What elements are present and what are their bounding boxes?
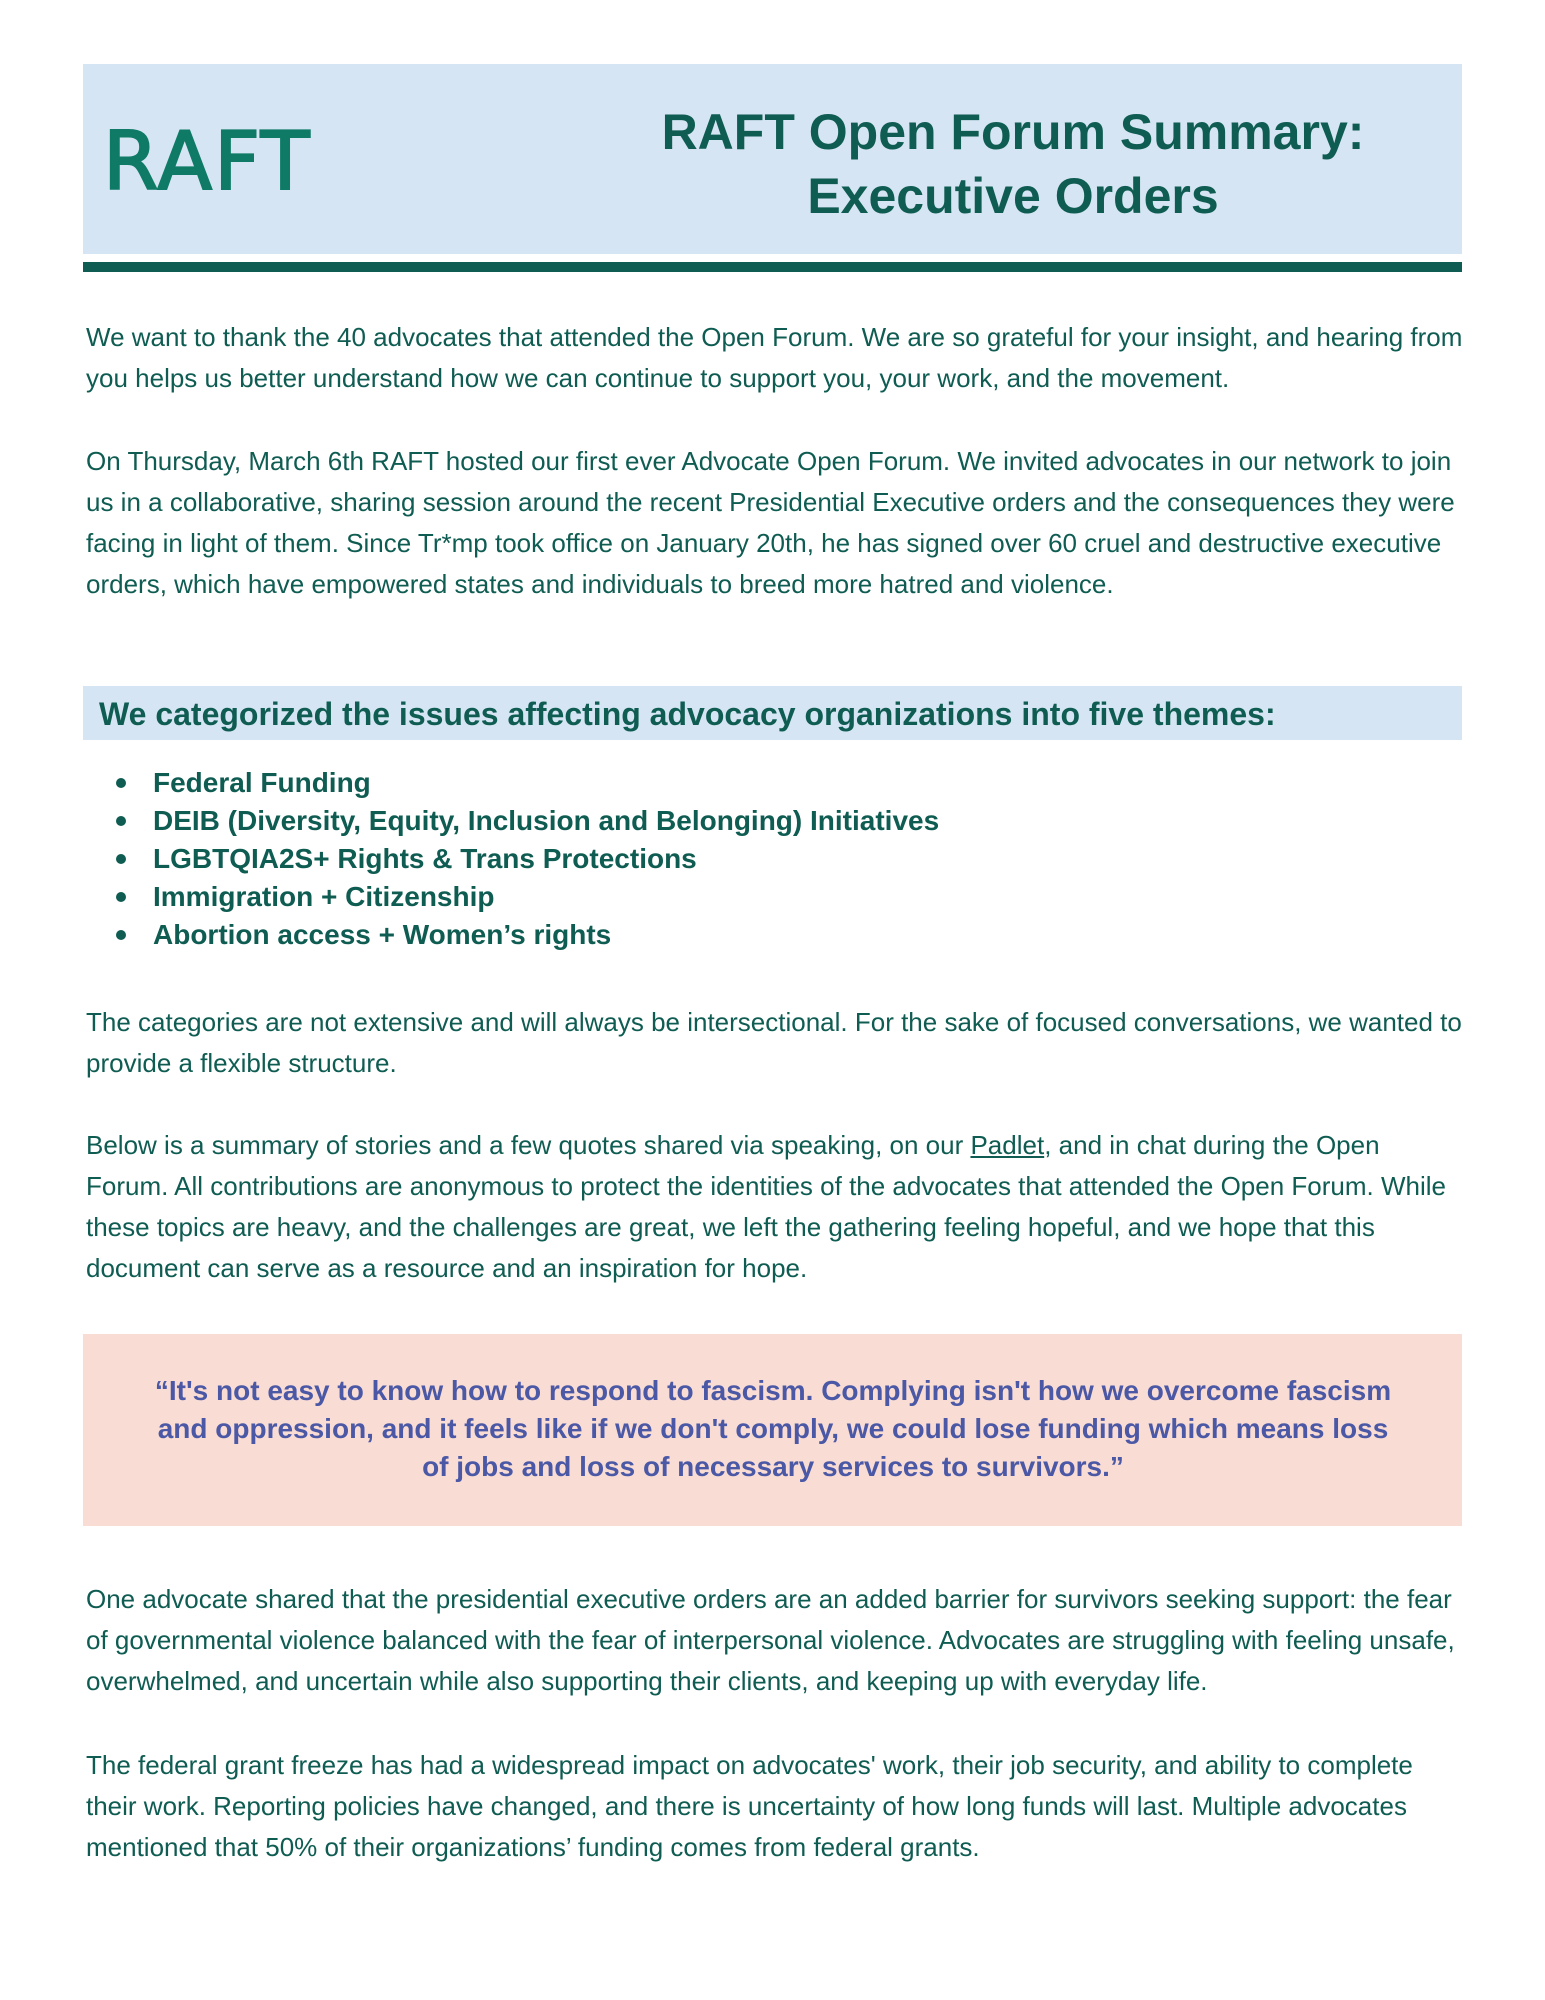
bullet-icon	[116, 930, 126, 940]
theme-label: LGBTQIA2S+ Rights & Trans Protections	[153, 843, 697, 874]
list-item	[110, 878, 939, 916]
theme-label: Abortion access + Women’s rights	[153, 919, 612, 950]
raft-logo: RAFT	[103, 115, 312, 208]
list-item	[110, 802, 939, 840]
theme-label: Federal Funding	[153, 767, 371, 798]
bullet-icon	[116, 816, 126, 826]
thanks-paragraph: We want to thank the 40 advocates that attended the Open Forum. We are so grateful for your insight, and hearing from you helps us better understand how we can continue to support you, your work, and the movement.	[86, 322, 1463, 393]
padlet-link[interactable]: Padlet	[970, 1130, 1045, 1160]
bullet-icon	[116, 854, 126, 864]
list-item	[110, 840, 939, 878]
context-paragraph: On Thursday, March 6th RAFT hosted our first ever Advocate Open Forum. We invited advocates in our network to join us in a collaborative, sharing session around the recent Presidential Executive orders and the consequences they were facing in light of them. Since Tr*mp took office on January 20th, he has signed over 60 cruel and destructive executive orders, which have empowered states and individuals to breed more hatred and violence.	[86, 446, 1455, 599]
categories-note: The categories are not extensive and will always be intersectional. For the sake of focused conversations, we wanted to provide a flexible structure.	[86, 1007, 1462, 1078]
header-divider	[83, 262, 1462, 272]
barrier-paragraph: One advocate shared that the presidential executive orders are an added barrier for survivors seeking support: the fear of governmental violence balanced with the fear of interpersonal violence. Advocates are struggling with feeling unsafe, overwhelmed, and uncertain while also supporting their clients, and keeping up with everyday life.	[86, 1584, 1455, 1696]
grant-freeze-paragraph: The federal grant freeze has had a widespread impact on advocates' work, their job security, and ability to complete their work. Reporting policies have changed, and there is uncertainty of how long funds will last. Multiple advocates mentioned that 50% of their organizations’ funding comes from federal grants.	[86, 1750, 1413, 1862]
list-item	[110, 916, 939, 954]
summary-paragraph	[86, 1125, 1466, 1289]
quote-callout	[83, 1334, 1462, 1526]
quote-text: “It's not easy to know how to respond to fascism. Complying isn't how we overcome fascism and oppression, and it feels like if we don't comply, we could lose funding which means loss of jobs and loss of necessary services to survivors.”	[154, 1375, 1392, 1482]
header-banner	[83, 64, 1462, 254]
summary-text-before-link: Below is a summary of stories and a few quotes shared via speaking, on our	[86, 1130, 971, 1160]
themes-list	[110, 764, 939, 954]
theme-label: Immigration + Citizenship	[153, 881, 495, 912]
page-title	[583, 100, 1443, 228]
theme-label: DEIB (Diversity, Equity, Inclusion and Belonging) Initiatives	[153, 805, 940, 836]
themes-heading: We categorized the issues affecting advocacy organizations into five themes:	[99, 696, 1276, 732]
bullet-icon	[116, 778, 126, 788]
list-item	[110, 764, 939, 802]
themes-heading-bar	[83, 686, 1462, 740]
page-title-line-1: RAFT Open Forum Summary:	[661, 104, 1365, 160]
bullet-icon	[116, 892, 126, 902]
page-title-line-2: Executive Orders	[807, 168, 1219, 224]
summary-text-after-link: , and in chat during the Open Forum. All contributions are anonymous to protect the identities of the advocates that attended the Open Forum. While these topics are heavy, and the challenges are great, we left the gathering feeling hopeful, and we hope that this document can serve as a resource and an inspiration for hope.	[86, 1130, 1446, 1283]
